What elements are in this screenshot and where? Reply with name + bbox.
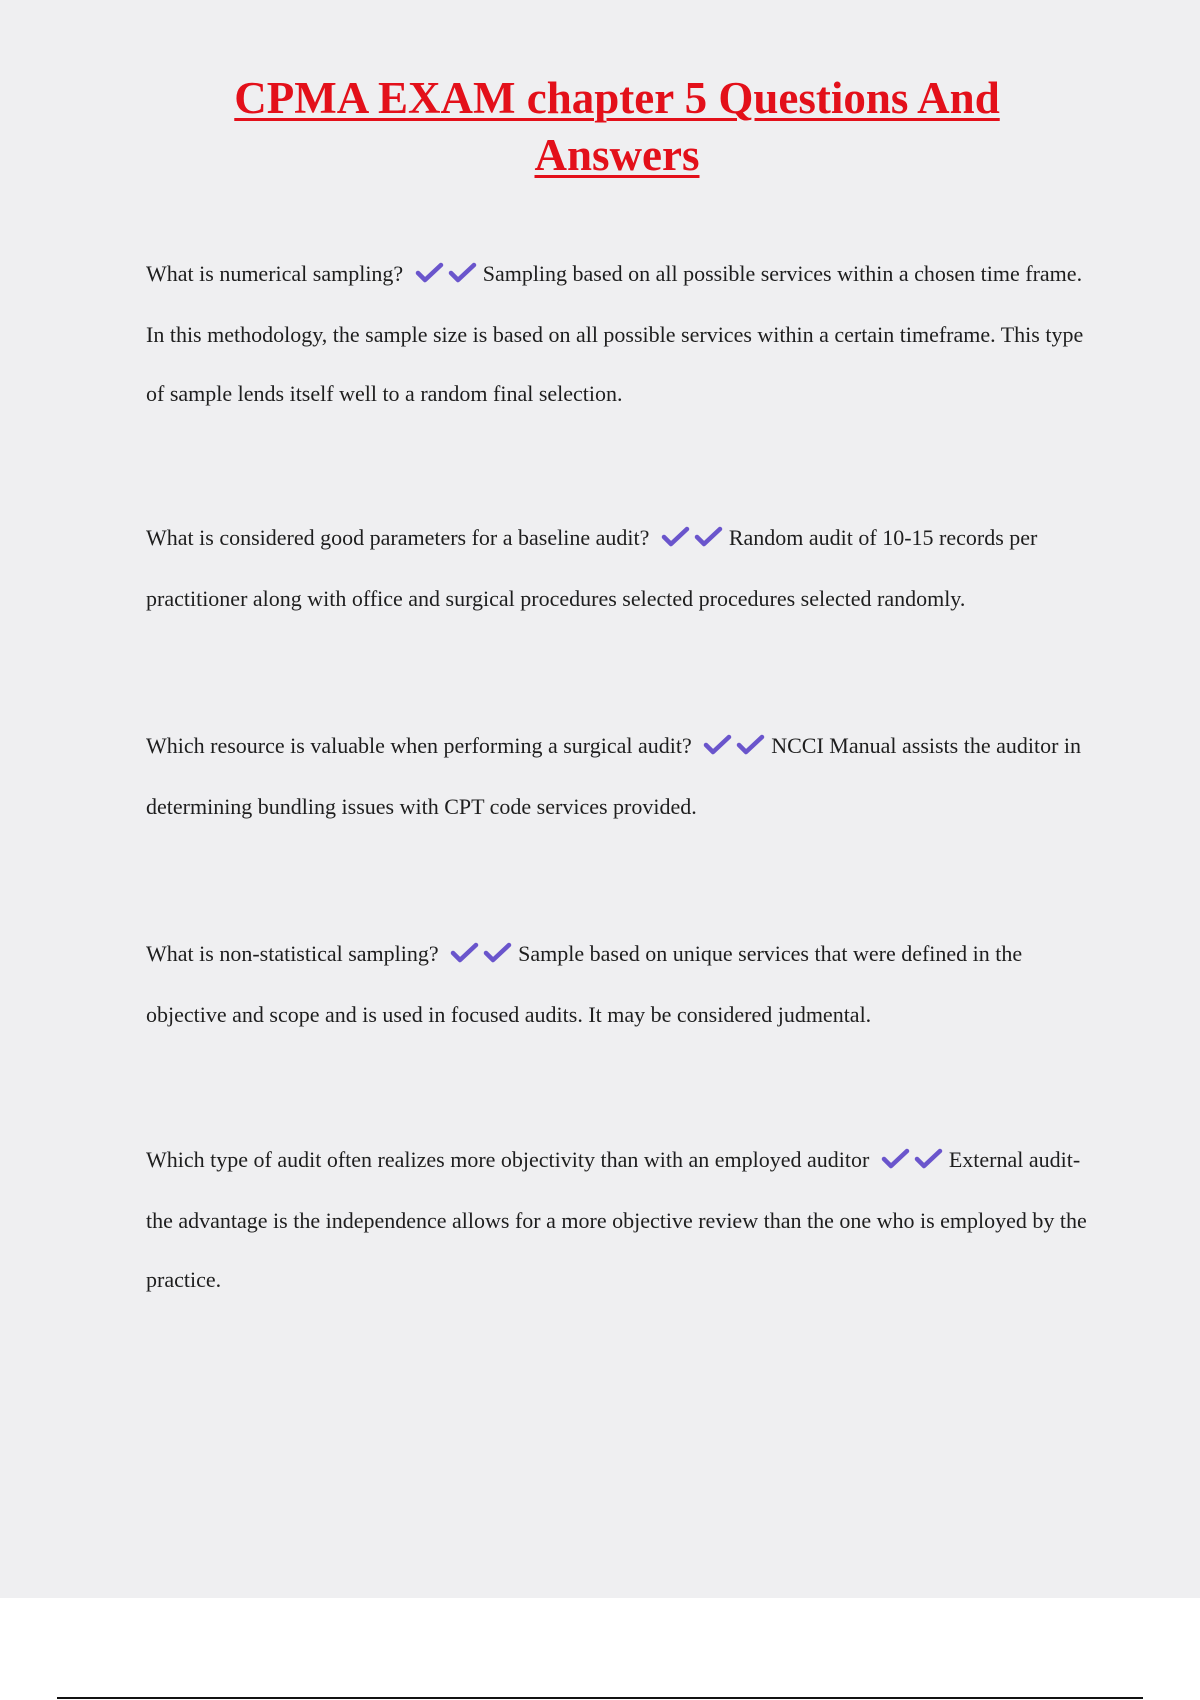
check-icon bbox=[448, 261, 477, 283]
check-icon bbox=[736, 733, 765, 755]
check-icon bbox=[703, 733, 732, 755]
qa-item bbox=[146, 924, 1096, 1044]
double-check-marks bbox=[881, 1132, 947, 1191]
question-text: What is considered good parameters for a baseline audit? bbox=[146, 525, 650, 550]
double-check-marks bbox=[703, 718, 769, 777]
qa-item bbox=[146, 244, 1096, 423]
check-icon bbox=[881, 1147, 910, 1169]
question-text: Which resource is valuable when performing a surgical audit? bbox=[146, 733, 692, 758]
answer-text: External audit- the advantage is the independence allows for a more objective review than the one who is employed by the practice. bbox=[146, 1147, 1087, 1292]
question-text: What is numerical sampling? bbox=[146, 261, 404, 286]
answer-text: Sample based on unique services that were defined in the objective and scope and is used in focused audits. It may be considered judmental. bbox=[146, 941, 1023, 1027]
answer-text: Random audit of 10-15 records per practitioner along with office and surgical procedures selected procedures selected randomly. bbox=[146, 525, 1038, 611]
double-check-marks bbox=[415, 246, 481, 305]
answer-text: Sampling based on all possible services within a chosen time frame. In this methodology, the sample size is based on all possible services within a certain timeframe. This type of sample lends itself well to a random final selection. bbox=[146, 261, 1084, 406]
check-icon bbox=[450, 941, 479, 963]
double-check-marks bbox=[661, 510, 727, 569]
question-text: What is non-statistical sampling? bbox=[146, 941, 439, 966]
check-icon bbox=[483, 941, 512, 963]
check-icon bbox=[914, 1147, 943, 1169]
qa-item bbox=[146, 508, 1096, 628]
question-text: Which type of audit often realizes more objectivity than with an employed auditor bbox=[146, 1147, 870, 1172]
check-icon bbox=[694, 525, 723, 547]
check-icon bbox=[415, 261, 444, 283]
document-title: CPMA EXAM chapter 5 Questions And Answers bbox=[234, 73, 1000, 180]
footer-divider bbox=[57, 1697, 1143, 1699]
answer-text: NCCI Manual assists the auditor in determining bundling issues with CPT code services provided. bbox=[146, 733, 1082, 819]
qa-item bbox=[146, 1130, 1096, 1309]
check-icon bbox=[661, 525, 690, 547]
qa-item bbox=[146, 716, 1096, 836]
double-check-marks bbox=[450, 926, 516, 985]
